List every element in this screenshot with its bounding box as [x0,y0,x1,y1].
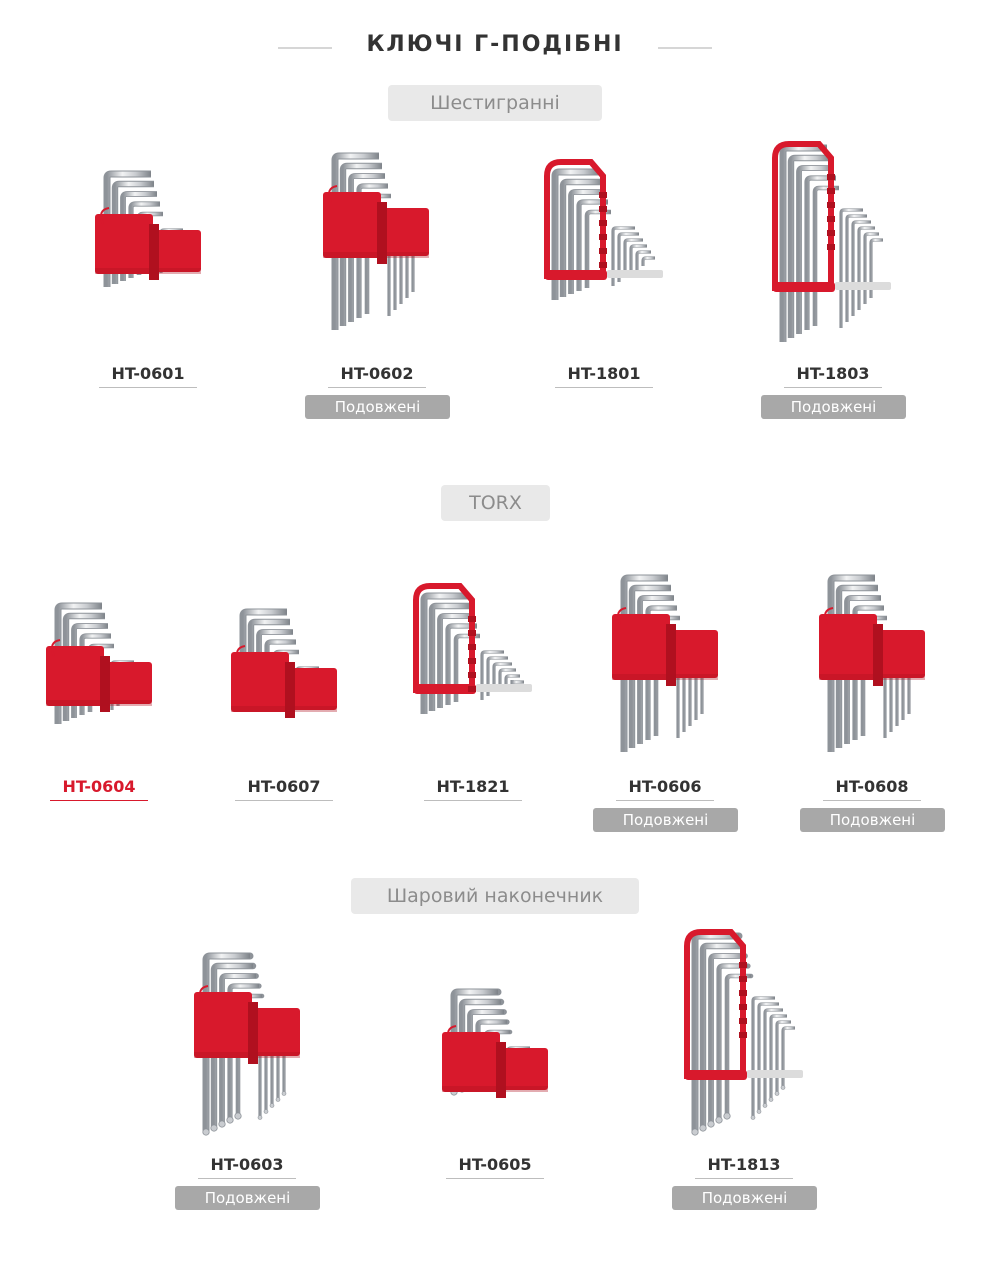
section-pill-torx[interactable]: TORX [441,485,550,521]
product-code-underline [50,800,148,801]
product-code-link[interactable]: HT-0605 [458,1155,532,1174]
product-image[interactable] [168,948,318,1138]
product-code-underline [446,1178,544,1179]
product-image[interactable] [205,598,355,738]
product-code-link[interactable]: HT-0603 [210,1155,284,1174]
extended-badge: Подовжені [672,1186,817,1210]
product-code-underline [784,387,882,388]
l-shaped-key-set-icon [416,978,566,1118]
l-shaped-key-set-icon [205,598,355,738]
product-code-underline [328,387,426,388]
product-code-underline [555,387,653,388]
product-image[interactable] [20,592,170,752]
product-image[interactable] [394,582,544,742]
extended-badge: Подовжені [305,395,450,419]
product-code-link[interactable]: HT-1803 [796,364,870,383]
product-code-underline [823,800,921,801]
product-code-link[interactable]: HT-0607 [247,777,321,796]
product-code-link[interactable]: HT-1813 [707,1155,781,1174]
page-header [0,30,990,66]
product-code-link[interactable]: HT-0606 [628,777,702,796]
product-image[interactable] [793,570,943,760]
product-image[interactable] [416,978,566,1118]
product-code-link[interactable]: HT-1801 [567,364,641,383]
product-image[interactable] [297,148,457,338]
product-code-underline [235,800,333,801]
product-code-underline [198,1178,296,1179]
product-code-underline [99,387,197,388]
extended-badge: Подовжені [593,808,738,832]
l-shaped-key-set-icon [297,148,457,338]
l-shaped-key-set-icon [525,158,675,328]
section-pill-hex[interactable]: Шестигранні [388,85,602,121]
extended-badge: Подовжені [761,395,906,419]
section-pill-ball[interactable]: Шаровий наконечник [351,878,639,914]
product-code-underline [424,800,522,801]
product-image[interactable] [753,140,903,350]
l-shaped-key-set-icon [69,160,209,315]
product-image[interactable] [525,158,675,328]
product-code-link[interactable]: HT-0602 [340,364,414,383]
extended-badge: Подовжені [800,808,945,832]
l-shaped-key-set-icon [665,928,815,1138]
l-shaped-key-set-icon [168,948,318,1138]
l-shaped-key-set-icon [586,570,736,760]
extended-badge: Подовжені [175,1186,320,1210]
product-code-link[interactable]: HT-1821 [436,777,510,796]
product-image[interactable] [69,160,209,315]
product-code-link[interactable]: HT-0601 [111,364,185,383]
l-shaped-key-set-icon [753,140,903,350]
product-image[interactable] [586,570,736,760]
product-code-underline [616,800,714,801]
product-code-underline [695,1178,793,1179]
page-title: КЛЮЧІ Г-ПОДІБНІ [366,32,624,57]
l-shaped-key-set-icon [793,570,943,760]
product-code-link[interactable]: HT-0604 [62,777,136,796]
l-shaped-key-set-icon [20,592,170,752]
title-divider-right [658,47,712,49]
product-image[interactable] [665,928,815,1138]
product-code-link[interactable]: HT-0608 [835,777,909,796]
l-shaped-key-set-icon [394,582,544,742]
